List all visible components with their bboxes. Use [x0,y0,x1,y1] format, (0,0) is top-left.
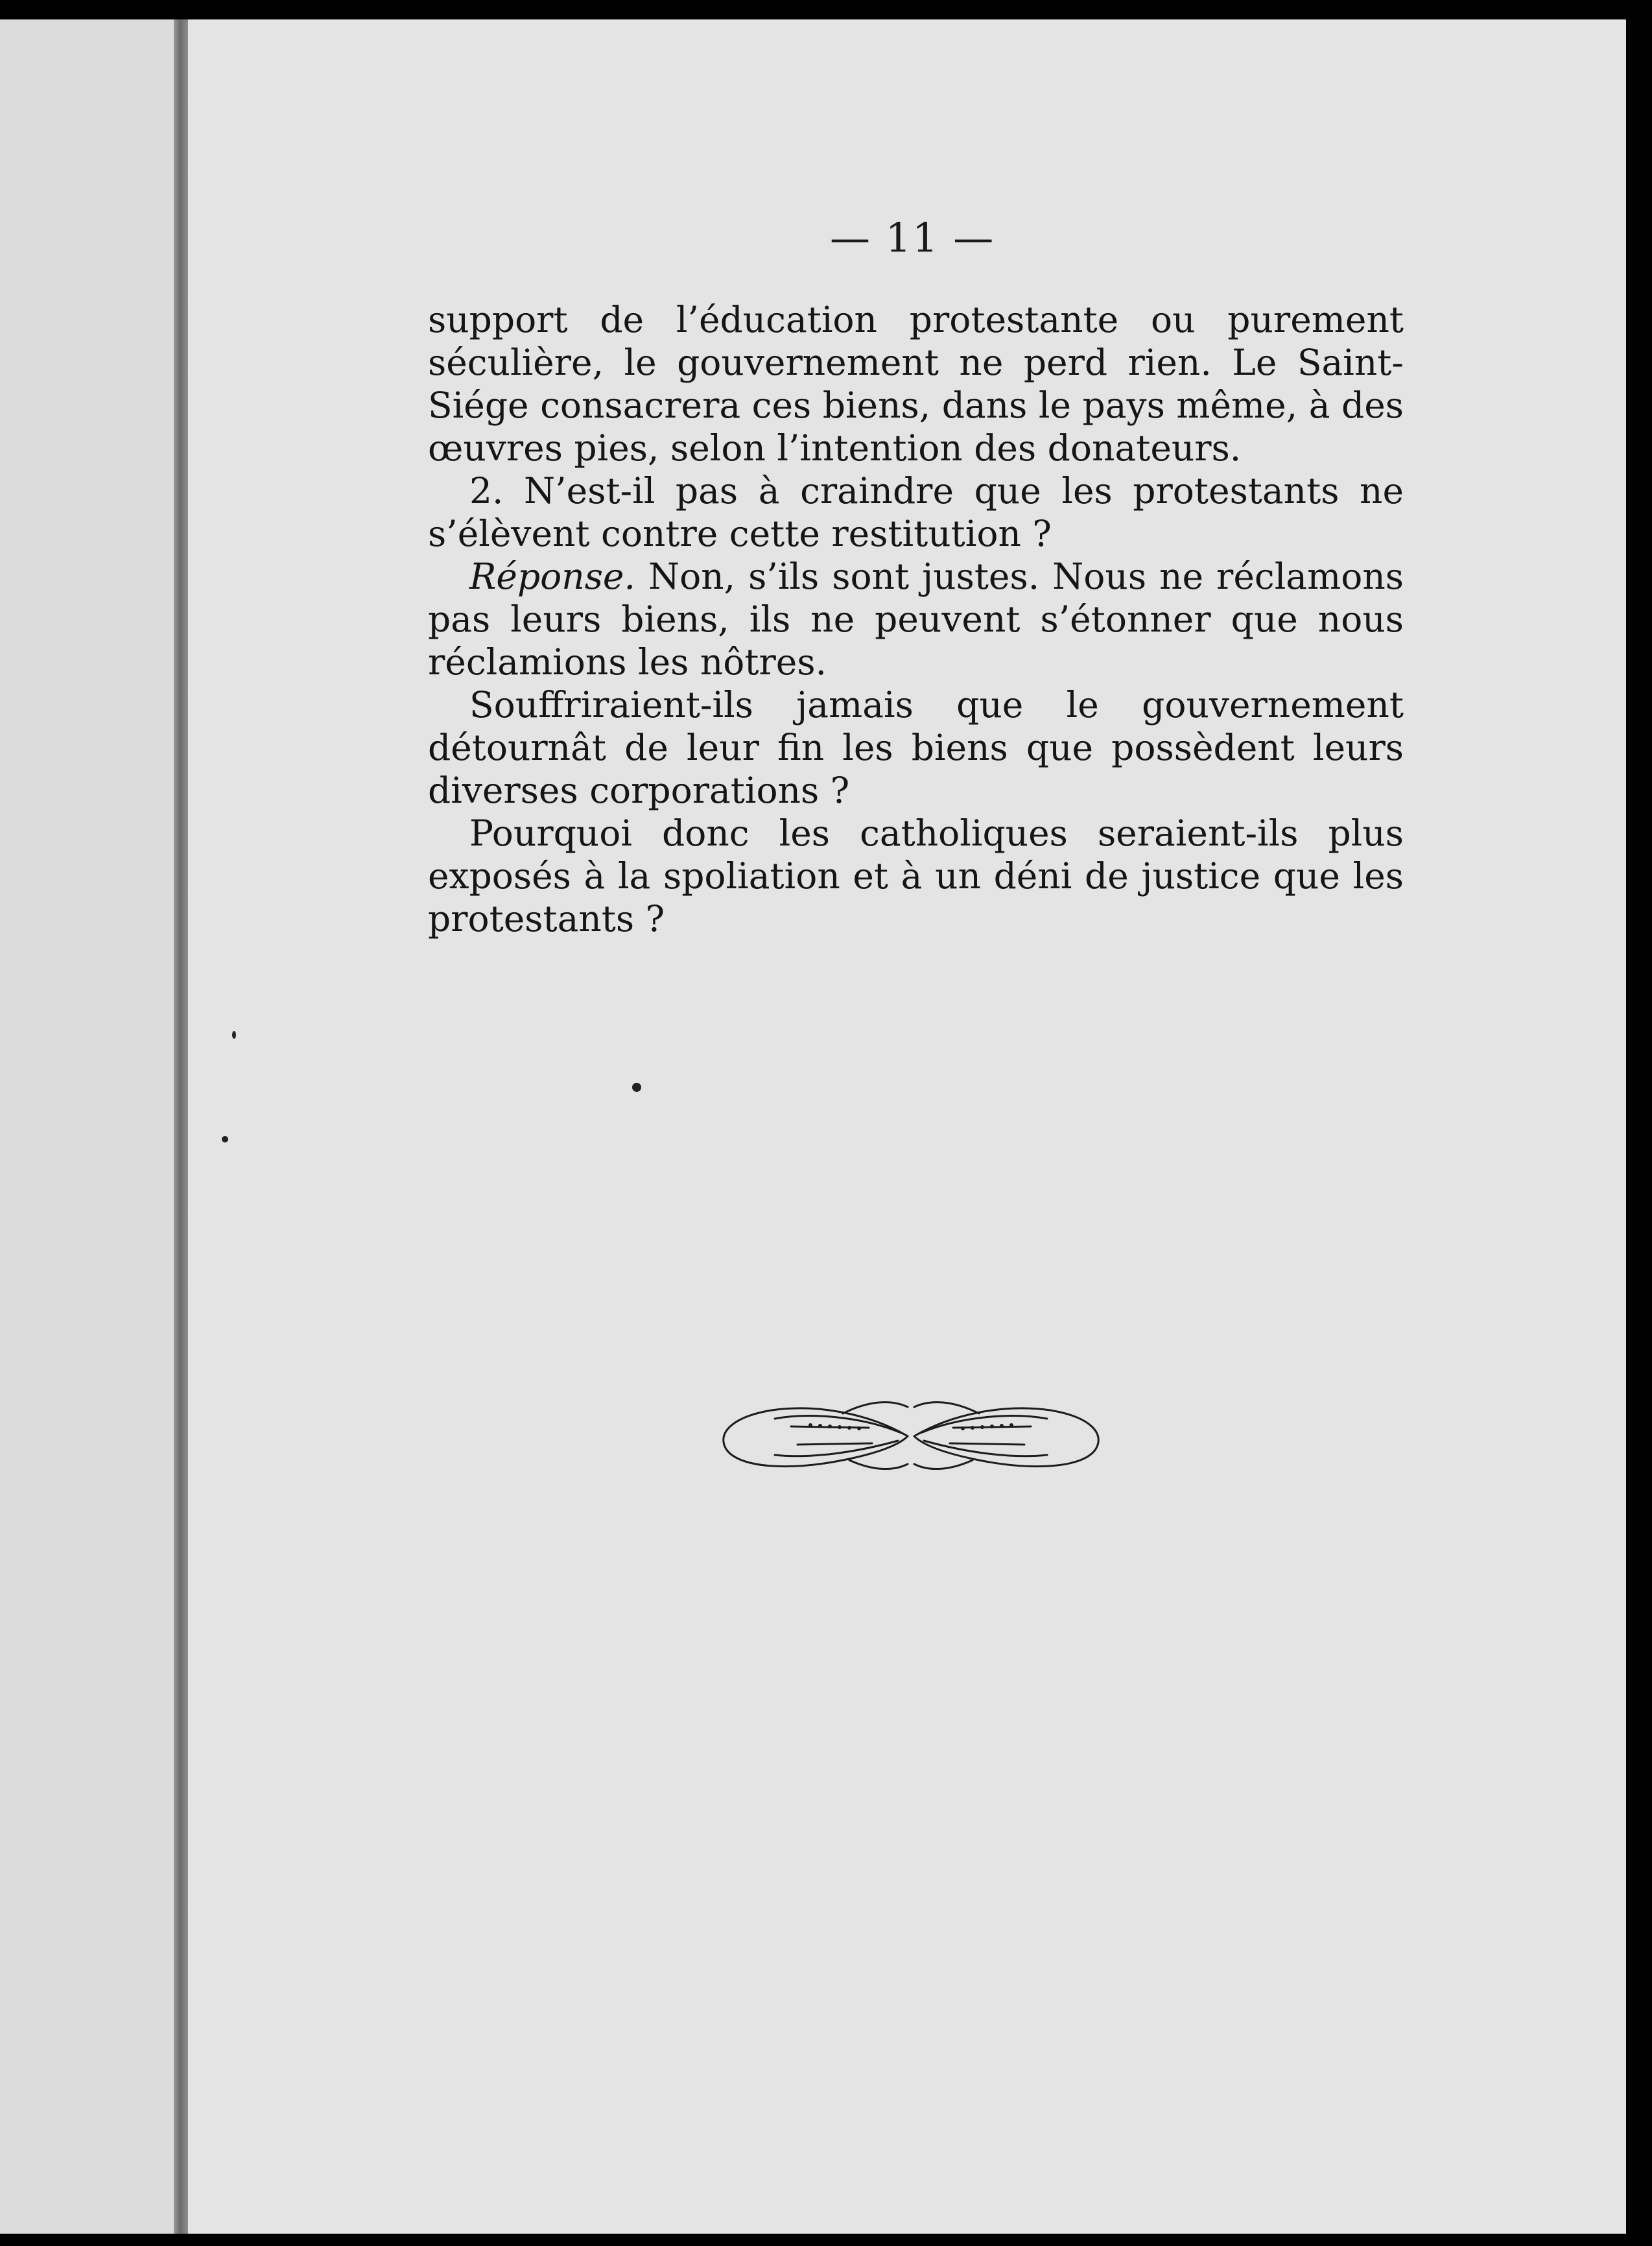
paragraph: support de l’éducation protestante ou purement séculière, le gouvernement ne perd rien. Le Saint-Siége consacrera ces biens, dans le pays même, à des œuvres pies, selon l’intention des donateurs. [428,299,1404,469]
body-text [428,298,1404,940]
ink-speck [632,1083,641,1092]
reponse-text: Non, s’ils sont justes. Nous ne réclamons pas leurs biens, ils ne peuvent s’étonner que nous réclamions les nôtres. [428,556,1404,683]
page-number: — 11 — [830,214,995,261]
binding-gutter [174,19,188,2234]
reponse-label: Réponse. [469,556,635,597]
ink-speck [232,1031,236,1039]
paragraph: 2. N’est-il pas à craindre que les protestants ne s’élèvent contre cette restitution ? [428,470,1404,554]
paragraph: Pourquoi donc les catholiques seraient-ils plus exposés à la spoliation et à un déni de justice que les protestants ? [428,812,1404,940]
paragraph [428,555,1404,683]
paragraph: Souffriraient-ils jamais que le gouvernement détournât de leur fin les biens que possèdent leurs diverses corporations ? [428,684,1404,811]
decorative-flourish-icon [713,1388,1109,1485]
page-paper [0,19,1626,2234]
left-margin [0,19,174,2234]
ink-speck [222,1136,228,1142]
